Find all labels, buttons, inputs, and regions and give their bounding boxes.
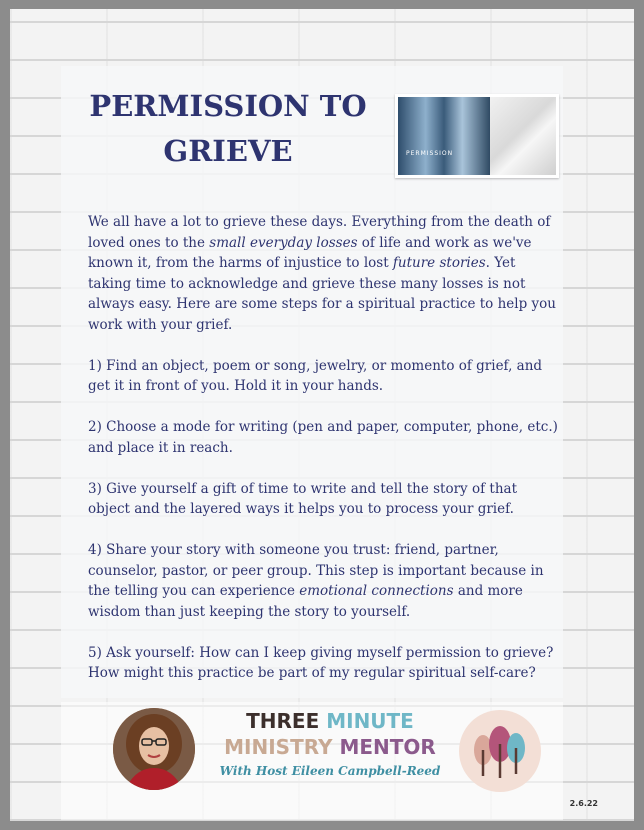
paragraph: We all have a lot to grieve these days. Everything from the death of loved ones to the small everyday losses of life and work as we've known it, from the harms of injustice to lost future stories. Yet taking time to acknowledge and grieve these many losses is not always easy. Here are some steps for a spiritual practice to help you work with your grief. [88, 214, 556, 333]
step-2: 2) Choose a mode for writing (pen and paper, computer, phone, etc.) and place it in reach. [88, 419, 558, 456]
marble-texture [490, 97, 556, 175]
article-body [88, 212, 562, 704]
trees-logo [459, 710, 541, 792]
waterfall-image [398, 97, 490, 175]
show-brand: THREE MINUTE MINISTRY MENTOR With Host Eileen Campbell-Reed [212, 708, 448, 778]
step-3: 3) Give yourself a gift of time to write and tell the story of that object and the layered ways it helps you to process your grief. [88, 480, 517, 517]
page-title: PERMISSION TO GRIEVE [89, 89, 367, 168]
step-1: 1) Find an object, poem or song, jewelry, or momento of grief, and get it in front of you. Hold it in your hands. [88, 357, 543, 394]
host-line: With Host Eileen Campbell-Reed [219, 764, 441, 778]
host-avatar [113, 708, 195, 790]
step-4: 4) Share your story with someone you trust: friend, partner, counselor, pastor, or peer group. This step is important because in the telling you can experience emotional connections and more wisdom than just keeping the story to yourself. [88, 542, 544, 620]
step-5: 5) Ask yourself: How can I keep giving myself permission to grieve? How might this practice be part of my regular spiritual self-care? [88, 644, 554, 681]
hero-image-text: PERMISSION [406, 150, 454, 157]
hero-image [395, 94, 559, 178]
date-label: 2.6.22 [569, 799, 598, 808]
